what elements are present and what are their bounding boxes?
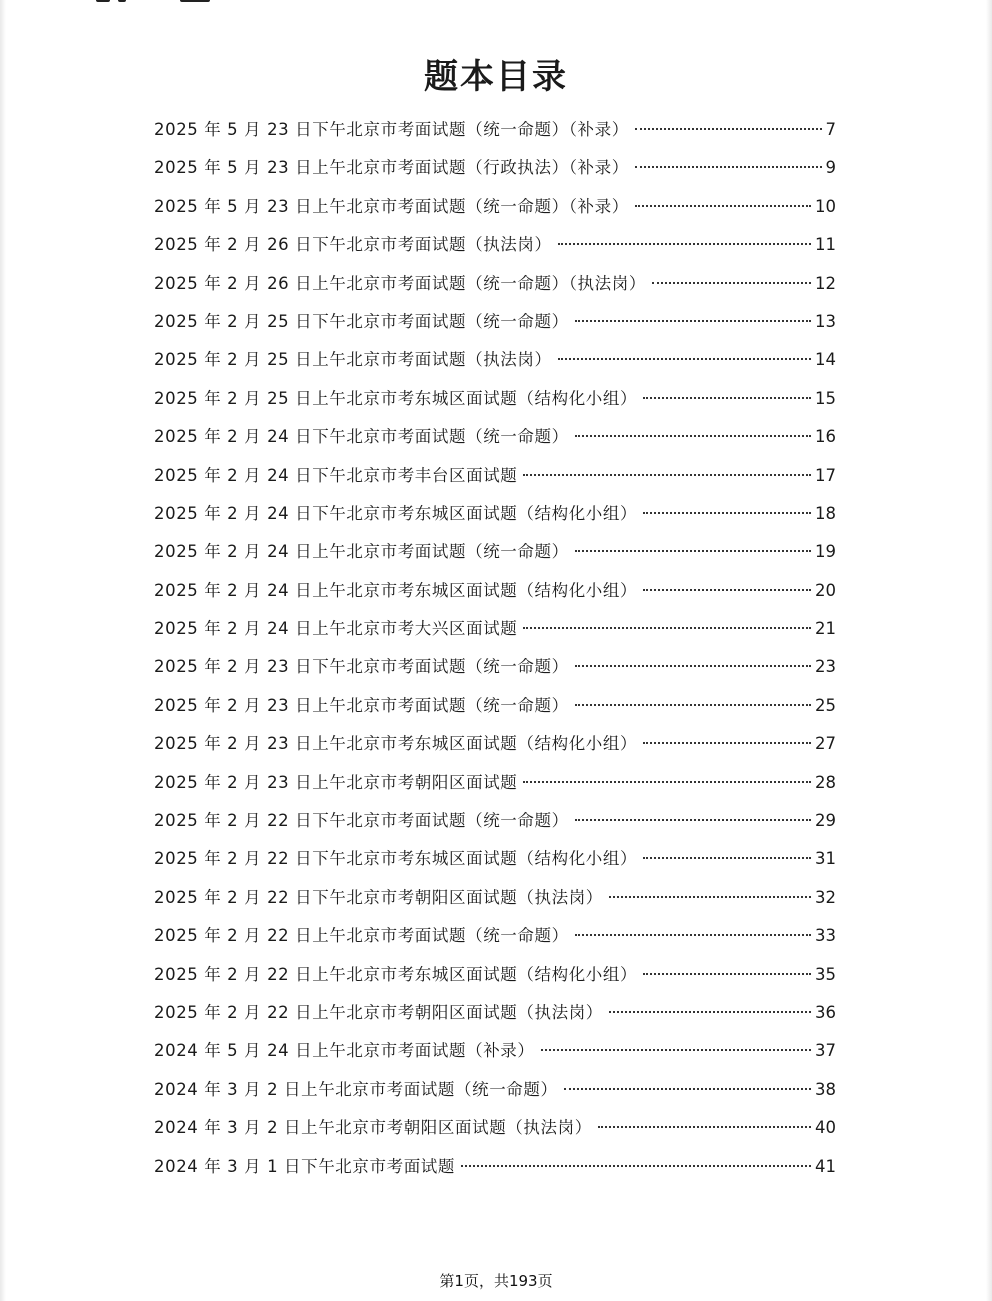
toc-entry-page-number: 25	[815, 695, 836, 715]
toc-dot-leader	[643, 512, 811, 514]
table-of-contents	[154, 111, 836, 1186]
toc-entry[interactable]	[154, 1032, 836, 1070]
toc-entry[interactable]	[154, 303, 836, 341]
toc-entry-title: 2025 年 2 月 24 日下午北京市考东城区面试题（结构化小组）	[154, 503, 638, 523]
toc-entry[interactable]	[154, 533, 836, 571]
toc-dot-leader	[652, 282, 811, 284]
toc-entry-page-number: 28	[815, 772, 836, 792]
toc-entry[interactable]	[154, 226, 836, 264]
toc-entry-page-number: 37	[815, 1041, 836, 1061]
toc-dot-leader	[523, 781, 811, 783]
toc-entry-title: 2025 年 2 月 23 日上午北京市考东城区面试题（结构化小组）	[154, 734, 638, 754]
toc-entry[interactable]	[154, 840, 836, 878]
toc-entry[interactable]	[154, 764, 836, 802]
toc-entry-page-number: 19	[815, 542, 836, 562]
toc-dot-leader	[558, 358, 811, 360]
toc-entry[interactable]	[154, 418, 836, 456]
toc-dot-leader	[643, 973, 811, 975]
toc-entry[interactable]	[154, 265, 836, 303]
toc-entry-title: 2025 年 2 月 22 日上午北京市考东城区面试题（结构化小组）	[154, 964, 638, 984]
toc-entry-page-number: 41	[815, 1156, 836, 1176]
toc-entry-title: 2025 年 5 月 23 日下午北京市考面试题（统一命题）（补录）	[154, 120, 629, 139]
toc-entry-page-number: 14	[815, 350, 836, 370]
toc-entry[interactable]	[154, 341, 836, 379]
toc-entry-title: 2025 年 5 月 23 日上午北京市考面试题（统一命题）（补录）	[154, 196, 629, 216]
toc-entry[interactable]	[154, 457, 836, 495]
toc-dot-leader	[609, 1011, 811, 1013]
toc-entry-title: 2025 年 2 月 24 日下午北京市考面试题（统一命题）	[154, 427, 569, 447]
toc-entry-title: 2025 年 2 月 23 日下午北京市考面试题（统一命题）	[154, 657, 569, 677]
toc-entry-page-number: 36	[815, 1002, 836, 1022]
toc-dot-leader	[635, 166, 822, 168]
toc-dot-leader	[564, 1088, 811, 1090]
cropped-header-fragment	[96, 0, 226, 6]
toc-entry-page-number: 35	[815, 964, 836, 984]
toc-entry[interactable]	[154, 1148, 836, 1186]
toc-entry[interactable]	[154, 111, 836, 149]
page-title: 题本目录	[424, 57, 568, 97]
toc-entry-title: 2024 年 3 月 1 日下午北京市考面试题	[154, 1156, 456, 1176]
toc-entry-page-number: 12	[815, 273, 836, 293]
toc-entry[interactable]	[154, 380, 836, 418]
toc-entry-title: 2024 年 3 月 2 日上午北京市考朝阳区面试题（执法岗）	[154, 1118, 592, 1138]
toc-entry-title: 2025 年 2 月 25 日下午北京市考面试题（统一命题）	[154, 311, 569, 331]
toc-entry-title: 2025 年 2 月 23 日上午北京市考朝阳区面试题	[154, 772, 518, 792]
toc-entry[interactable]	[154, 610, 836, 648]
toc-entry-title: 2025 年 2 月 22 日下午北京市考东城区面试题（结构化小组）	[154, 849, 638, 869]
toc-entry-title: 2025 年 2 月 25 日上午北京市考面试题（执法岗）	[154, 350, 552, 370]
toc-entry[interactable]	[154, 495, 836, 533]
toc-entry-page-number: 13	[815, 311, 836, 331]
toc-entry-title: 2025 年 2 月 22 日上午北京市考面试题（统一命题）	[154, 926, 569, 946]
toc-entry[interactable]	[154, 648, 836, 686]
toc-entry-page-number: 40	[815, 1118, 836, 1138]
toc-entry-page-number: 18	[815, 503, 836, 523]
page-number-footer: 第1页，共193页	[439, 1272, 553, 1290]
toc-dot-leader	[523, 627, 811, 629]
toc-entry[interactable]	[154, 188, 836, 226]
toc-entry[interactable]	[154, 149, 836, 187]
toc-entry-title: 2025 年 2 月 22 日下午北京市考朝阳区面试题（执法岗）	[154, 887, 603, 907]
toc-dot-leader	[643, 589, 811, 591]
toc-entry-page-number: 15	[815, 388, 836, 408]
toc-entry-page-number: 9	[825, 158, 836, 178]
toc-entry-page-number: 17	[815, 465, 836, 485]
toc-dot-leader	[575, 435, 811, 437]
toc-dot-leader	[523, 474, 811, 476]
toc-entry[interactable]	[154, 725, 836, 763]
page-edge-right	[986, 0, 992, 1301]
toc-entry-page-number: 11	[815, 235, 836, 255]
toc-entry-page-number: 10	[815, 196, 836, 216]
toc-entry-title: 2025 年 5 月 23 日上午北京市考面试题（行政执法）（补录）	[154, 158, 629, 178]
toc-dot-leader	[635, 128, 822, 130]
toc-entry-title: 2025 年 2 月 26 日上午北京市考面试题（统一命题）（执法岗）	[154, 273, 646, 293]
toc-entry[interactable]	[154, 1109, 836, 1147]
toc-dot-leader	[598, 1126, 811, 1128]
toc-dot-leader	[575, 704, 811, 706]
toc-dot-leader	[558, 243, 811, 245]
toc-entry-title: 2025 年 2 月 24 日上午北京市考面试题（统一命题）	[154, 542, 569, 562]
toc-entry-page-number: 7	[825, 120, 836, 139]
toc-entry-title: 2025 年 2 月 22 日上午北京市考朝阳区面试题（执法岗）	[154, 1002, 603, 1022]
page-edge-left	[0, 0, 6, 1301]
toc-entry[interactable]	[154, 879, 836, 917]
toc-entry-page-number: 27	[815, 734, 836, 754]
toc-entry-title: 2025 年 2 月 24 日下午北京市考丰台区面试题	[154, 465, 518, 485]
toc-dot-leader	[541, 1049, 811, 1051]
toc-dot-leader	[643, 397, 811, 399]
toc-entry[interactable]	[154, 572, 836, 610]
toc-dot-leader	[575, 665, 811, 667]
toc-entry-page-number: 38	[815, 1079, 836, 1099]
toc-dot-leader	[643, 857, 811, 859]
toc-entry-page-number: 16	[815, 427, 836, 447]
toc-entry[interactable]	[154, 802, 836, 840]
toc-entry-page-number: 21	[815, 619, 836, 639]
toc-entry-page-number: 33	[815, 926, 836, 946]
toc-entry-title: 2025 年 2 月 24 日上午北京市考东城区面试题（结构化小组）	[154, 580, 638, 600]
toc-entry-page-number: 29	[815, 811, 836, 831]
toc-entry-title: 2025 年 2 月 25 日上午北京市考东城区面试题（结构化小组）	[154, 388, 638, 408]
toc-entry[interactable]	[154, 1071, 836, 1109]
toc-entry-page-number: 20	[815, 580, 836, 600]
toc-entry[interactable]	[154, 687, 836, 725]
toc-entry-title: 2025 年 2 月 24 日上午北京市考大兴区面试题	[154, 619, 518, 639]
toc-entry-title: 2025 年 2 月 23 日上午北京市考面试题（统一命题）	[154, 695, 569, 715]
toc-entry-title: 2024 年 5 月 24 日上午北京市考面试题（补录）	[154, 1041, 535, 1061]
toc-entry-page-number: 23	[815, 657, 836, 677]
toc-dot-leader	[575, 550, 811, 552]
toc-entry[interactable]	[154, 956, 836, 994]
toc-entry-title: 2025 年 2 月 26 日下午北京市考面试题（执法岗）	[154, 235, 552, 255]
toc-entry-page-number: 32	[815, 887, 836, 907]
toc-entry-title: 2024 年 3 月 2 日上午北京市考面试题（统一命题）	[154, 1079, 558, 1099]
toc-dot-leader	[609, 896, 811, 898]
toc-entry-page-number: 31	[815, 849, 836, 869]
toc-dot-leader	[575, 819, 811, 821]
toc-entry[interactable]	[154, 917, 836, 955]
toc-dot-leader	[643, 742, 811, 744]
toc-dot-leader	[461, 1165, 811, 1167]
toc-dot-leader	[635, 205, 811, 207]
toc-dot-leader	[575, 320, 811, 322]
toc-entry[interactable]	[154, 994, 836, 1032]
toc-entry-title: 2025 年 2 月 22 日下午北京市考面试题（统一命题）	[154, 811, 569, 831]
toc-dot-leader	[575, 934, 811, 936]
